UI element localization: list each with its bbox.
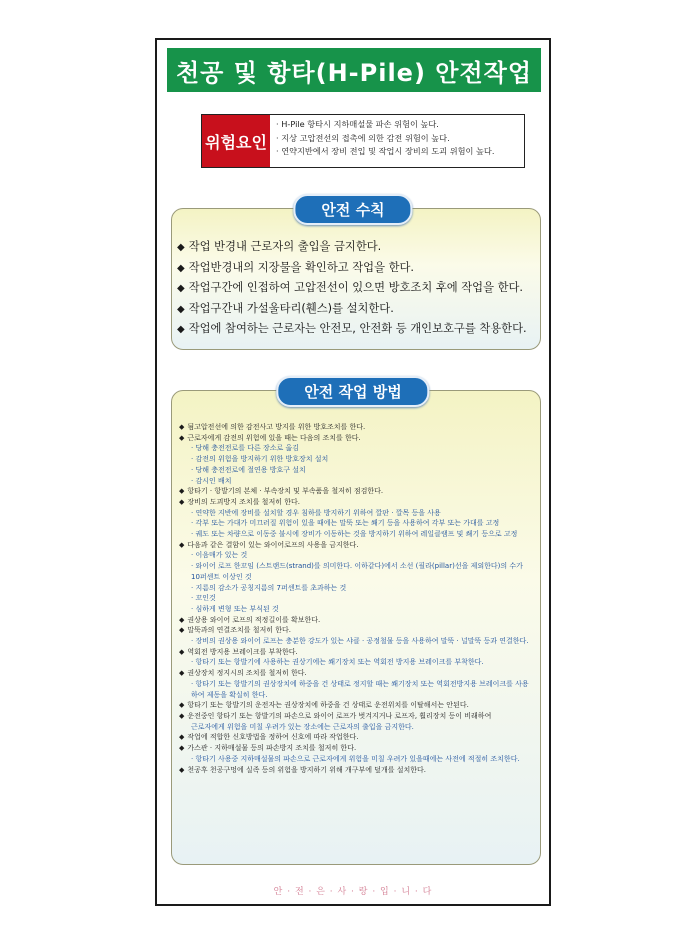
diamond-bullet-icon: ◆ (179, 765, 185, 774)
method-sub-item: 10퍼센트 이상인 것 (191, 572, 252, 581)
method-item: ◆ 역회전 방지용 브레이크를 부착한다. (179, 647, 298, 656)
method-item: ◆ 작업에 적합한 신호방법을 정하여 신호에 따라 작업한다. (179, 733, 359, 742)
hazard-item: · H-Pile 항타시 지하매설물 파손 위험이 높다. (276, 119, 439, 129)
method-item: ◆ 운전중인 항타기 또는 항발기의 파손으로 와이어 로프가 벗겨지거나 로프자, 훨리장치 등이 비래하여 (179, 711, 492, 720)
diamond-bullet-icon: ◆ (179, 433, 185, 442)
safety-rules-heading: 안전 수칙 (293, 194, 412, 225)
safety-rules-list (177, 237, 537, 340)
safety-poster (155, 38, 551, 906)
method-sub-item: · 각부 또는 가대가 미끄러질 위험이 있을 때에는 말뚝 또는 쐐기 등을 사용하여 각부 또는 가대를 고정 (191, 519, 500, 528)
diamond-bullet-icon: ◆ (177, 283, 185, 294)
diamond-bullet-icon: ◆ (179, 711, 185, 720)
diamond-bullet-icon: ◆ (177, 303, 185, 315)
diamond-bullet-icon: ◆ (177, 242, 185, 253)
diamond-bullet-icon: ◆ (179, 540, 185, 549)
method-item: ◆ 천공후 천공구멍에 실족 등의 위험을 방지하기 위해 개구부에 덮개를 설치한다. (179, 765, 427, 774)
method-sub-item: · 장비의 권상용 와이어 로프는 충분한 강도가 있는 샤클 · 공정철물 등을 사용하여 말뚝 · 널말뚝 등과 연결한다. (191, 637, 529, 646)
hazard-label: 위험요인 (202, 115, 270, 167)
method-sub-item: · 심하게 변형 또는 부식된 것 (191, 604, 279, 613)
diamond-bullet-icon: ◆ (179, 701, 185, 710)
method-sub-item: · 와이어 로프 한꼬임 (스트랜드(strand)를 의미한다. 이하같다)에서 소선 (필라(pillar)선을 제외한다)의 수가 (191, 562, 523, 571)
method-sub-item: · 항타기 또는 항발기의 권상장치에 하중을 건 상태로 정지할 때는 쐐기장치 또는 역회전방지용 브레이크를 사용 (191, 679, 529, 688)
method-item: ◆ 권상장치 정지시의 조치를 철저히 한다. (179, 669, 307, 678)
footer-slogan: 안 · 전 · 은 · 사 · 랑 · 입 · 니 · 다 (273, 887, 433, 897)
method-item: ◆ 됨고압전선에 의한 감전사고 방지를 위한 방호조치를 한다. (179, 423, 366, 431)
method-item: ◆ 근로자에게 감전의 위험에 있을 때는 다음의 조치를 한다. (179, 433, 361, 442)
method-sub-item: 하여 제동을 확실히 한다. (191, 690, 268, 699)
diamond-bullet-icon: ◆ (179, 626, 185, 635)
diamond-bullet-icon: ◆ (179, 497, 185, 506)
diamond-bullet-icon: ◆ (179, 615, 185, 624)
method-sub-item: · 꼬인것 (191, 594, 216, 603)
method-item: ◆ 장비의 도괴방지 조치를 철저히 한다. (179, 497, 300, 506)
method-item: ◆ 가스관 · 지하매설물 등의 파손방지 조치를 철저히 한다. (179, 744, 357, 753)
hazard-item: · 연약지반에서 장비 전입 및 작업시 장비의 도괴 위험이 높다. (276, 146, 495, 156)
method-sub-item: · 감시인 배치 (191, 476, 232, 485)
diamond-bullet-icon: ◆ (177, 324, 185, 335)
diamond-bullet-icon: ◆ (179, 733, 185, 742)
method-item: ◆ 항타기 · 항발기의 본체 · 부속장치 및 부속품을 철저히 점검한다. (179, 487, 384, 496)
hazard-list (270, 115, 524, 167)
method-sub-item: · 당해 충전전로에 절연용 방호구 설치 (191, 465, 306, 474)
rule-item: ◆ 작업에 참여하는 근로자는 안전모, 안전화 등 개인보호구를 착용한다. (177, 322, 527, 335)
method-sub-item: · 항타기 사용중 지하매설물의 파손으로 근로자에게 위험을 미칠 우려가 있을때에는 사전에 적절히 조치한다. (191, 754, 520, 763)
safe-work-methods-list (179, 422, 539, 775)
method-sub-item: · 지름의 감소가 공칭지름의 7퍼센트를 초과하는 것 (191, 583, 347, 592)
method-item: ◆ 항타기 또는 항발기의 운전자는 권상장치에 하중을 건 상태로 운전위치를 이탈해서는 안된다. (179, 701, 469, 710)
diamond-bullet-icon: ◆ (179, 669, 185, 678)
diamond-bullet-icon: ◆ (179, 647, 185, 656)
hazard-box (201, 114, 525, 168)
method-sub-item: · 당해 충전전로를 다른 장소로 옮김 (191, 444, 300, 453)
hazard-item: · 지상 고압전선의 접촉에 의한 감전 위험이 높다. (276, 132, 450, 143)
rule-item: ◆ 작업반경내의 지장물을 확인하고 작업을 한다. (177, 260, 415, 274)
safe-work-methods-heading: 안전 작업 방법 (276, 376, 429, 407)
poster-title: 천공 및 항타(H-Pile) 안전작업 (167, 48, 541, 92)
diamond-bullet-icon: ◆ (177, 262, 185, 274)
method-sub-item: · 항타기 또는 항발기에 사용하는 권상기에는 쐐기장치 또는 역회전 방지용 브레이크를 부착한다. (191, 658, 484, 667)
diamond-bullet-icon: ◆ (179, 487, 185, 496)
method-item: ◆ 말뚝과의 연결조치를 철저히 한다. (179, 626, 291, 635)
diamond-bullet-icon: ◆ (179, 423, 185, 431)
method-sub-item: · 연약한 지반에 장비를 설치할 경우 침하를 방지하기 위하여 깔판 · 깔목 등을 사용 (191, 508, 441, 517)
method-item: ◆ 권상용 와이어 로프의 적정길이를 확보한다. (179, 615, 321, 624)
method-item: ◆ 다음과 같은 결함이 있는 와이어로프의 사용을 금지한다. (179, 540, 359, 549)
diamond-bullet-icon: ◆ (179, 744, 185, 753)
method-sub-item: · 감전의 위험을 방지하기 위한 방호장치 설치 (191, 455, 329, 464)
method-sub-item: · 궤도 또는 차량으로 이동중 불시에 장비가 이동하는 것을 방지하기 위하여 레일클램프 및 쐐기 등으로 고정 (191, 530, 518, 539)
rule-item: ◆ 작업구간에 인접하여 고압전선이 있으면 방호조치 후에 작업을 한다. (177, 281, 523, 294)
method-sub-item: 근로자에게 위험을 미칠 우려가 있는 장소에는 근로자의 출입을 금지한다. (191, 722, 414, 731)
rule-item: ◆ 작업구간내 가설울타리(휀스)를 설치한다. (177, 301, 394, 315)
rule-item: ◆ 작업 반경내 근로자의 출입을 금지한다. (177, 240, 382, 253)
method-sub-item: · 이음매가 있는 것 (191, 551, 248, 560)
